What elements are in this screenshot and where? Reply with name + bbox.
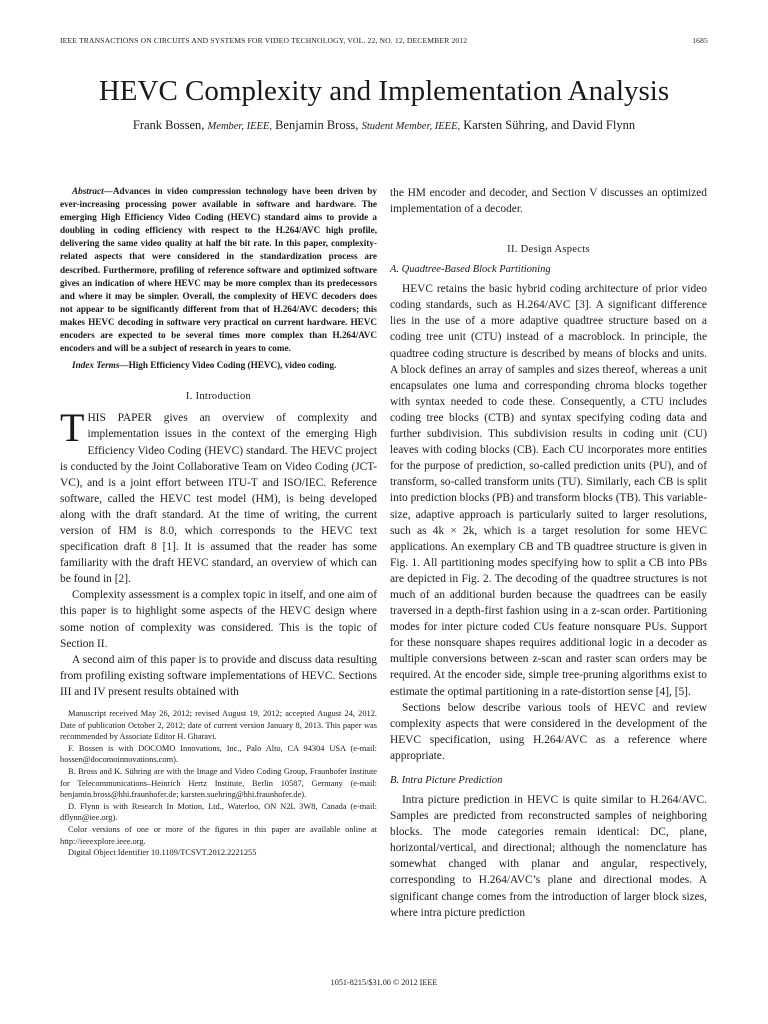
quadtree-paragraph-1: HEVC retains the basic hybrid coding architecture of prior video coding standards, such as H.264/AVC [3]. A significant difference lies in the use of a more adaptive quadtree structure based on a coding tree unit (CTU) instead of a macroblock. In principle, the quadtree coding structure is described by means of blocks and units. A block defines an array of samples and sizes thereof, whereas a unit encapsulates one luma and corresponding chroma blocks together with syntax needed to code these. Consequently, a CTU includes coding tree blocks (CTB) and syntax specifying coding data and further subdivision. This subdivision results in coding unit (CU) leaves with coding blocks (CB). Each CU incorporates more entities for the purpose of prediction, so-called prediction units (PU), and of transform, so-called transform units (TU). Similarly, each CB is split into prediction blocks (PB) and transform blocks (TB). This variable-size, adaptive approach is particularly suited to larger resolutions, such as 4k × 2k, which is a target resolution for some HEVC applications. An exemplary CB and TB quadtree structure is given in Fig. 1. All partitioning modes specifying how to split a CB into PBs are depicted in Fig. 2. The decoding of the quadtree structures is not much of an additional burden because the quadtrees can be easily traversed in a depth-first fashion using in a z-scan order. Partitioning modes for inter picture coded CUs feature nonsquare PUs. Support for these nonsquare shapes requires additional logic in a decoder as multiple conversions between z-scan and raster scan orders may be required. At the encoder side, simple tree-pruning algorithms exist to estimate the optimal partitioning in a rate-distortion sense [4], [5].: [390, 283, 707, 698]
footnote-flynn: D. Flynn is with Research In Motion, Ltd., Waterloo, ON N2L 3W8, Canada (e-mail: dflynn@iee.org).: [60, 801, 377, 823]
section-heading-design-aspects: II. Design Aspects: [507, 244, 590, 256]
intro-continuation: the HM encoder and decoder, and Section V discusses an optimized implementation of a decoder.: [390, 187, 707, 216]
page-number: 1685: [692, 36, 708, 45]
footnote-color: Color versions of one or more of the figures in this paper are available online at http://ieeexplore.ieee.org.: [60, 824, 377, 846]
index-terms-lead: Index Terms: [72, 360, 120, 371]
paper-title: HEVC Complexity and Implementation Analysis: [98, 75, 670, 107]
running-head: [60, 36, 708, 45]
drop-cap: T: [60, 405, 85, 451]
index-terms-text: —High Efficiency Video Coding (HEVC), video coding.: [119, 360, 337, 371]
index-terms: [60, 359, 377, 372]
footnote-bross-suhring: B. Bross and K. Sühring are with the Image and Video Coding Group, Fraunhofer Institute for Telecommunications–Heinrich Hertz Institute, Berlin 10587, Germany (e-mail: benjamin.bross@hhi.fraunhofer.de; karsten.suehring@hhi.fraunhofer.de).: [60, 766, 377, 800]
author-2: Benjamin Bross,: [275, 118, 359, 132]
author-3-4: Karsten Sühring, and David Flynn: [463, 118, 636, 132]
footnotes: [60, 708, 377, 859]
author-2-affiliation: Student Member, IEEE,: [361, 121, 461, 132]
subsection-heading-intra: B. Intra Picture Prediction: [390, 775, 503, 786]
footnote-doi: Digital Object Identifier 10.1109/TCSVT.2012.2221255: [68, 848, 257, 858]
intra-paragraph-1: Intra picture prediction in HEVC is quite similar to H.264/AVC. Samples are predicted from reconstructed samples of neighboring blocks. The mode categories remain identical: DC, plane, horizontal/vertical, and directional; although the nomenclature has somewhat changed with planar and angular, respectively, corresponding to H.264/AVC’s plane and directional modes. A significant change comes from the introduction of larger block sizes, where intra picture prediction: [390, 794, 707, 919]
intro-paragraph-3: A second aim of this paper is to provide and discuss data resulting from profiling existing software implementations of HEVC. Sections III and IV present results obtained with: [60, 653, 377, 698]
subsection-heading-quadtree: A. Quadtree-Based Block Partitioning: [390, 264, 551, 276]
intro-paragraph-2: Complexity assessment is a complex topic in itself, and one aim of this paper is to highlight some aspects of the HEVC design where some notion of complexity was considered. This is the topic of Section II.: [60, 589, 377, 650]
footnote-manuscript: Manuscript received May 26, 2012; revised August 19, 2012; accepted August 24, 2012. Date of publication October 2, 2012; date of current version January 8, 2013. This paper was recommended by Associate Editor H. Gharavi.: [60, 709, 377, 742]
section-heading-introduction: I. Introduction: [185, 391, 252, 403]
author-1: Frank Bossen,: [132, 118, 205, 132]
footnote-bossen: F. Bossen is with DOCOMO Innovations, Inc., Palo Alto, CA 94304 USA (e-mail: bossen@docomoinnovations.com).: [60, 743, 377, 765]
journal-header: IEEE TRANSACTIONS ON CIRCUITS AND SYSTEMS FOR VIDEO TECHNOLOGY, VOL. 22, NO. 12, DECEMBER 2012: [60, 36, 468, 45]
author-1-affiliation: Member, IEEE,: [207, 121, 272, 132]
left-column: [60, 185, 377, 859]
copyright-footer: 1051-8215/$31.00 © 2012 IEEE: [330, 978, 438, 987]
author-line: [0, 117, 768, 135]
quadtree-paragraph-2: Sections below describe various tools of HEVC and review complexity aspects that were considered in the development of the HEVC specification, using H.264/AVC as a reference where appropriate.: [390, 701, 707, 762]
right-column: [390, 185, 707, 921]
abstract: [60, 185, 377, 355]
intro-paragraph-1: THIS PAPER gives an overview of complexity and implementation issues in the context of the emerging High Efficiency Video Coding (HEVC) standard. The HEVC project is conducted by the Joint Collaborative Team on Video Coding (JCT-VC), and is a joint effort between ITU-T and ISO/IEC. Reference software, called the HEVC test model (HM), is being developed along with the draft standard. At the time of writing, the current version of HM is 8.0, which corresponds to the HEVC text specification draft 8 [1]. It is assumed that the reader has some familiarity with the draft HEVC standard, an overview of which can be found in [2].: [60, 405, 377, 586]
abstract-lead: Abstract: [72, 186, 104, 196]
abstract-text: —Advances in video compression technology have been driven by ever-increasing processing power available in software and hardware. The emerging High Efficiency Video Coding (HEVC) standard aims to provide a doubling in coding efficiency with respect to the H.264/AVC high profile, delivering the same video quality at half the bit rate. In this paper, complexity-related aspects that were considered in the standardization process are described. Furthermore, profiling of reference software and optimized software gives an indication of where HEVC may be more complex than its predecessors and where it may be simpler. Overall, the complexity of HEVC decoders does not appear to be significantly different from that of H.264/AVC decoders; this makes HEVC decoding in software very practical on current hardware. HEVC encoders are expected to be several times more complex than H.264/AVC encoders and will be a subject of research in years to come.: [60, 186, 377, 354]
